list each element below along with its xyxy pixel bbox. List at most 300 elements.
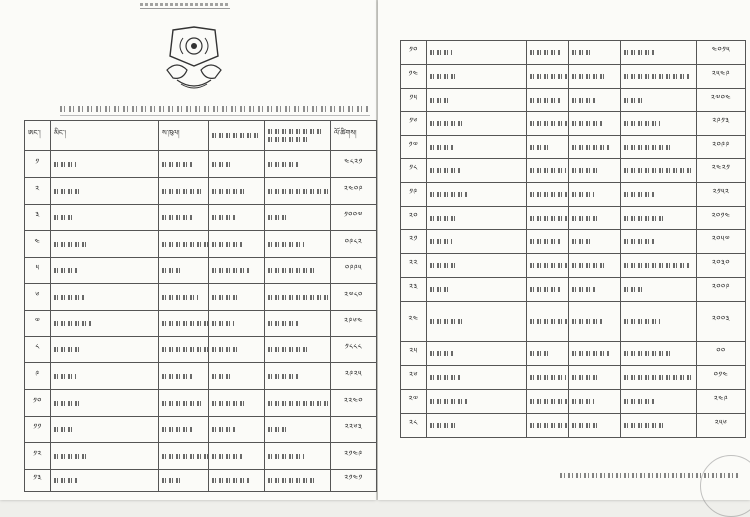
handwritten-text xyxy=(530,319,569,324)
handwritten-text xyxy=(268,189,331,194)
handwritten-text xyxy=(530,423,569,428)
row-text-cell xyxy=(527,136,569,159)
row-text-cell xyxy=(427,302,527,342)
row-text-cell xyxy=(569,254,621,278)
row-text-cell xyxy=(427,342,527,366)
row-number: ༡༠ xyxy=(401,41,427,65)
row-text-cell xyxy=(569,89,621,112)
row-text-cell xyxy=(621,183,697,207)
row-text-cell xyxy=(569,302,621,342)
handwritten-text xyxy=(624,98,644,103)
row-text-cell xyxy=(621,342,697,366)
handwritten-text xyxy=(624,319,660,324)
row-number: ༨ xyxy=(25,337,51,363)
row-text-cell xyxy=(265,151,331,178)
handwritten-text xyxy=(162,478,182,483)
row-text-cell xyxy=(159,178,209,205)
handwritten-text xyxy=(624,351,672,356)
row-text-cell xyxy=(159,311,209,337)
row-text-cell xyxy=(621,366,697,390)
table-row xyxy=(25,205,377,231)
handwritten-text xyxy=(162,427,192,432)
row-text-cell xyxy=(159,151,209,178)
row-text-cell xyxy=(569,112,621,136)
handwritten-text xyxy=(162,268,182,273)
handwritten-text xyxy=(430,168,460,173)
row-value: ༢༡༤༩ xyxy=(331,443,377,470)
handwritten-text xyxy=(212,374,232,379)
handwritten-text xyxy=(430,145,454,150)
handwritten-text xyxy=(430,423,458,428)
row-number: ༩ xyxy=(25,363,51,390)
row-number: ༡ xyxy=(25,151,51,178)
row-text-cell xyxy=(621,89,697,112)
row-text-cell xyxy=(265,363,331,390)
handwritten-text xyxy=(212,295,240,300)
row-number: ༡༢ xyxy=(25,443,51,470)
handwritten-text xyxy=(624,263,690,268)
row-value: ༠༡༤ xyxy=(697,366,746,390)
table-row xyxy=(25,443,377,470)
handwritten-text xyxy=(268,268,316,273)
handwritten-text xyxy=(268,454,304,459)
row-value: ༢༡༤༡ xyxy=(331,470,377,492)
handwritten-text xyxy=(212,268,250,273)
handwritten-text xyxy=(162,295,198,300)
row-value: ༢༡༥༢ xyxy=(697,183,746,207)
handwritten-text xyxy=(624,239,654,244)
table-row xyxy=(401,342,746,366)
row-value: ༢༩༡༣ xyxy=(697,112,746,136)
row-number: ༢༠ xyxy=(401,207,427,230)
handwritten-text xyxy=(530,168,566,173)
handwritten-text xyxy=(212,215,236,220)
row-text-cell xyxy=(527,302,569,342)
row-text-cell xyxy=(427,65,527,89)
row-value: ༤༠༡༥ xyxy=(697,41,746,65)
row-text-cell xyxy=(51,284,159,311)
handwritten-text xyxy=(212,189,246,194)
handwritten-text xyxy=(624,168,694,173)
handwritten-text xyxy=(624,145,672,150)
handwritten-text xyxy=(162,454,209,459)
handwritten-text xyxy=(212,162,232,167)
handwritten-text xyxy=(54,321,92,326)
row-value: ༢༥༤༩ xyxy=(697,65,746,89)
row-value: ༤༨༢༡ xyxy=(331,151,377,178)
row-text-cell xyxy=(621,254,697,278)
row-number: ༢༢ xyxy=(401,254,427,278)
handwritten-text xyxy=(572,287,596,292)
row-text-cell xyxy=(265,443,331,470)
row-number: ༢༤ xyxy=(401,302,427,342)
row-text-cell xyxy=(265,258,331,284)
row-value: ༢༠༡༤ xyxy=(697,207,746,230)
handwritten-text xyxy=(268,347,308,352)
table-row xyxy=(401,230,746,254)
handwritten-text xyxy=(162,347,209,352)
handwritten-text xyxy=(54,295,84,300)
row-text-cell xyxy=(159,470,209,492)
row-text-cell xyxy=(527,254,569,278)
row-text-cell xyxy=(621,112,697,136)
row-number: ༡༦ xyxy=(401,112,427,136)
handwritten-text xyxy=(54,162,76,167)
row-text-cell xyxy=(569,230,621,254)
row-text-cell xyxy=(51,470,159,492)
row-value: ༠༩༨༢ xyxy=(331,231,377,258)
handwritten-text xyxy=(430,263,456,268)
records-table-right xyxy=(400,40,746,438)
row-text-cell xyxy=(427,136,527,159)
table-row xyxy=(401,414,746,438)
handwritten-text xyxy=(162,374,192,379)
row-text-cell xyxy=(621,65,697,89)
handwritten-text xyxy=(530,375,566,380)
handwritten-text xyxy=(212,427,236,432)
handwritten-text xyxy=(430,239,452,244)
handwritten-text xyxy=(430,50,452,55)
handwritten-text xyxy=(530,216,569,221)
row-text-cell xyxy=(209,311,265,337)
row-text-cell xyxy=(265,284,331,311)
handwritten-text xyxy=(430,399,468,404)
handwritten-text xyxy=(572,74,606,79)
handwritten-text xyxy=(624,216,664,221)
row-number: ༣ xyxy=(25,205,51,231)
row-text-cell xyxy=(527,112,569,136)
table-row xyxy=(401,278,746,302)
table-row xyxy=(401,89,746,112)
row-number: ༢༥ xyxy=(401,342,427,366)
row-number: ༢༡ xyxy=(401,230,427,254)
row-number: ༡༨ xyxy=(401,159,427,183)
header-col4 xyxy=(209,121,265,151)
handwritten-text xyxy=(54,454,88,459)
row-number: ༢ xyxy=(25,178,51,205)
handwritten-text xyxy=(572,145,610,150)
row-value: ༢༧༨༠ xyxy=(331,284,377,311)
handwritten-text xyxy=(572,263,606,268)
row-text-cell xyxy=(159,363,209,390)
row-number: ༡༥ xyxy=(401,89,427,112)
handwritten-text xyxy=(430,121,464,126)
page-header-strip xyxy=(140,0,230,9)
handwritten-text xyxy=(530,74,569,79)
handwritten-text xyxy=(54,478,78,483)
handwritten-text xyxy=(268,374,298,379)
table-row xyxy=(401,302,746,342)
row-number: ༢༨ xyxy=(401,414,427,438)
handwritten-text xyxy=(572,98,596,103)
handwritten-text xyxy=(624,375,694,380)
handwritten-text xyxy=(212,454,242,459)
row-text-cell xyxy=(569,390,621,414)
handwritten-text xyxy=(572,239,592,244)
row-text-cell xyxy=(569,366,621,390)
row-text-cell xyxy=(209,337,265,363)
row-text-cell xyxy=(569,278,621,302)
row-text-cell xyxy=(569,207,621,230)
row-text-cell xyxy=(265,417,331,443)
handwritten-text xyxy=(624,50,654,55)
row-text-cell xyxy=(427,112,527,136)
row-text-cell xyxy=(51,443,159,470)
row-text-cell xyxy=(527,414,569,438)
header-number: ཨང་། xyxy=(25,121,51,151)
handwritten-text xyxy=(624,287,644,292)
row-text-cell xyxy=(527,65,569,89)
row-text-cell xyxy=(527,278,569,302)
row-value: ༢༤༢༡ xyxy=(697,159,746,183)
handwritten-text xyxy=(624,121,660,126)
handwritten-text xyxy=(162,321,209,326)
table-row xyxy=(25,178,377,205)
row-text-cell xyxy=(209,151,265,178)
handwritten-text xyxy=(572,168,600,173)
row-text-cell xyxy=(569,414,621,438)
row-value: ༢༢༤༠ xyxy=(331,390,377,417)
table-row xyxy=(25,231,377,258)
handwritten-text xyxy=(54,427,74,432)
row-text-cell xyxy=(209,417,265,443)
handwritten-text xyxy=(530,399,569,404)
row-text-cell xyxy=(51,363,159,390)
table-row xyxy=(25,363,377,390)
table-row xyxy=(401,366,746,390)
table-row xyxy=(25,470,377,492)
row-text-cell xyxy=(427,41,527,65)
row-text-cell xyxy=(427,390,527,414)
row-value: ༠༠ xyxy=(697,342,746,366)
handwritten-text xyxy=(54,374,76,379)
table-row xyxy=(401,41,746,65)
handwritten-text xyxy=(530,50,560,55)
row-value: ༢༠༩༩ xyxy=(697,136,746,159)
handwritten-text xyxy=(430,351,454,356)
row-text-cell xyxy=(209,470,265,492)
row-text-cell xyxy=(569,159,621,183)
row-text-cell xyxy=(427,278,527,302)
row-text-cell xyxy=(51,311,159,337)
table-row xyxy=(25,151,377,178)
handwritten-text xyxy=(572,399,594,404)
header-col5 xyxy=(265,121,331,151)
table-row xyxy=(401,65,746,89)
handwritten-text xyxy=(530,351,550,356)
row-text-cell xyxy=(159,337,209,363)
handwritten-text xyxy=(530,98,560,103)
handwritten-text xyxy=(162,242,209,247)
table-header-row xyxy=(25,121,377,151)
row-text-cell xyxy=(621,207,697,230)
handwritten-text xyxy=(268,215,288,220)
row-text-cell xyxy=(621,414,697,438)
row-text-cell xyxy=(159,205,209,231)
table-row xyxy=(25,417,377,443)
row-text-cell xyxy=(209,205,265,231)
handwritten-text xyxy=(624,192,654,197)
row-text-cell xyxy=(569,65,621,89)
handwritten-text xyxy=(268,295,331,300)
row-text-cell xyxy=(209,284,265,311)
row-text-cell xyxy=(621,390,697,414)
row-value: ༢༠༥༧ xyxy=(697,230,746,254)
row-number: ༥ xyxy=(25,258,51,284)
row-text-cell xyxy=(427,159,527,183)
row-value: ༢༧༠༤ xyxy=(697,89,746,112)
row-text-cell xyxy=(51,231,159,258)
handwritten-text xyxy=(212,478,250,483)
row-text-cell xyxy=(527,342,569,366)
row-number: ༦ xyxy=(25,284,51,311)
handwritten-text xyxy=(212,401,246,406)
row-text-cell xyxy=(209,231,265,258)
row-text-cell xyxy=(209,258,265,284)
row-text-cell xyxy=(265,178,331,205)
row-text-cell xyxy=(159,284,209,311)
row-value: ༢༤༠༩ xyxy=(331,178,377,205)
row-text-cell xyxy=(527,89,569,112)
handwritten-text xyxy=(268,427,288,432)
row-text-cell xyxy=(427,254,527,278)
handwritten-text xyxy=(212,321,234,326)
table-row xyxy=(401,183,746,207)
row-text-cell xyxy=(51,205,159,231)
row-text-cell xyxy=(51,258,159,284)
row-text-cell xyxy=(527,159,569,183)
row-number: ༡༡ xyxy=(25,417,51,443)
row-number: ༡༠ xyxy=(25,390,51,417)
handwritten-text xyxy=(268,401,331,406)
handwritten-text xyxy=(162,215,192,220)
handwritten-text xyxy=(572,216,598,221)
row-text-cell xyxy=(621,136,697,159)
row-text-cell xyxy=(159,443,209,470)
row-text-cell xyxy=(51,417,159,443)
row-number: ༡༣ xyxy=(25,470,51,492)
emblem-seal xyxy=(163,26,225,90)
row-text-cell xyxy=(621,278,697,302)
row-text-cell xyxy=(527,183,569,207)
handwritten-text xyxy=(530,287,560,292)
header-name: མིང་། xyxy=(51,121,159,151)
table-row xyxy=(401,390,746,414)
row-text-cell xyxy=(159,417,209,443)
row-value: ༢༤༩ xyxy=(697,390,746,414)
row-text-cell xyxy=(51,337,159,363)
table-row xyxy=(401,136,746,159)
handwritten-text xyxy=(430,74,456,79)
handwritten-text xyxy=(54,268,78,273)
handwritten-text xyxy=(624,399,654,404)
handwritten-text xyxy=(572,351,610,356)
handwritten-text xyxy=(54,242,88,247)
row-text-cell xyxy=(621,41,697,65)
row-text-cell xyxy=(265,231,331,258)
row-text-cell xyxy=(569,136,621,159)
handwritten-text xyxy=(572,192,594,197)
row-value: ༢༢༦༣ xyxy=(331,417,377,443)
row-text-cell xyxy=(427,414,527,438)
row-text-cell xyxy=(527,366,569,390)
table-row xyxy=(401,112,746,136)
row-text-cell xyxy=(427,89,527,112)
row-text-cell xyxy=(569,342,621,366)
handwritten-text xyxy=(572,375,600,380)
handwritten-text xyxy=(268,478,316,483)
handwritten-text xyxy=(162,189,202,194)
row-number: ༢༦ xyxy=(401,366,427,390)
handwritten-text xyxy=(572,50,592,55)
records-table-left xyxy=(24,120,377,492)
table-row xyxy=(25,258,377,284)
handwritten-text xyxy=(624,74,690,79)
row-text-cell xyxy=(527,390,569,414)
table-row xyxy=(25,284,377,311)
handwritten-text xyxy=(530,239,560,244)
row-value: ༢༩༦༤ xyxy=(331,311,377,337)
handwritten-text xyxy=(162,401,202,406)
handwritten-text xyxy=(430,192,468,197)
row-text-cell xyxy=(569,41,621,65)
handwritten-text xyxy=(212,347,238,352)
row-text-cell xyxy=(621,159,697,183)
handwritten-text xyxy=(430,319,464,324)
row-text-cell xyxy=(209,390,265,417)
row-text-cell xyxy=(527,207,569,230)
row-text-cell xyxy=(51,390,159,417)
handwritten-text xyxy=(54,215,74,220)
row-text-cell xyxy=(209,443,265,470)
row-value: ༢༥༦ xyxy=(697,414,746,438)
handwritten-text xyxy=(54,401,80,406)
table-row xyxy=(25,311,377,337)
row-text-cell xyxy=(209,363,265,390)
handwritten-text xyxy=(268,162,298,167)
row-text-cell xyxy=(159,390,209,417)
handwritten-text xyxy=(572,423,598,428)
row-text-cell xyxy=(569,183,621,207)
row-text-cell xyxy=(527,41,569,65)
handwritten-text xyxy=(54,347,82,352)
row-value: ༢༠༣༠ xyxy=(697,254,746,278)
row-number: ༡༩ xyxy=(401,183,427,207)
row-text-cell xyxy=(51,151,159,178)
row-text-cell xyxy=(265,470,331,492)
row-value: ༢༠༠༣ xyxy=(697,302,746,342)
row-value: ༡༠༠༧ xyxy=(331,205,377,231)
header-year: ལོ་ཚིགས། xyxy=(331,121,377,151)
row-number: ༧ xyxy=(25,311,51,337)
row-text-cell xyxy=(209,178,265,205)
row-text-cell xyxy=(51,178,159,205)
handwritten-text xyxy=(530,145,550,150)
row-number: ༡༤ xyxy=(401,65,427,89)
row-text-cell xyxy=(265,390,331,417)
row-number: ༢༣ xyxy=(401,278,427,302)
row-text-cell xyxy=(427,230,527,254)
table-row xyxy=(401,254,746,278)
row-value: ༡༨༨༨ xyxy=(331,337,377,363)
row-text-cell xyxy=(159,231,209,258)
handwritten-text xyxy=(572,121,602,126)
table-row xyxy=(401,159,746,183)
row-text-cell xyxy=(427,183,527,207)
row-text-cell xyxy=(265,205,331,231)
handwritten-text xyxy=(54,189,80,194)
table-row xyxy=(25,390,377,417)
